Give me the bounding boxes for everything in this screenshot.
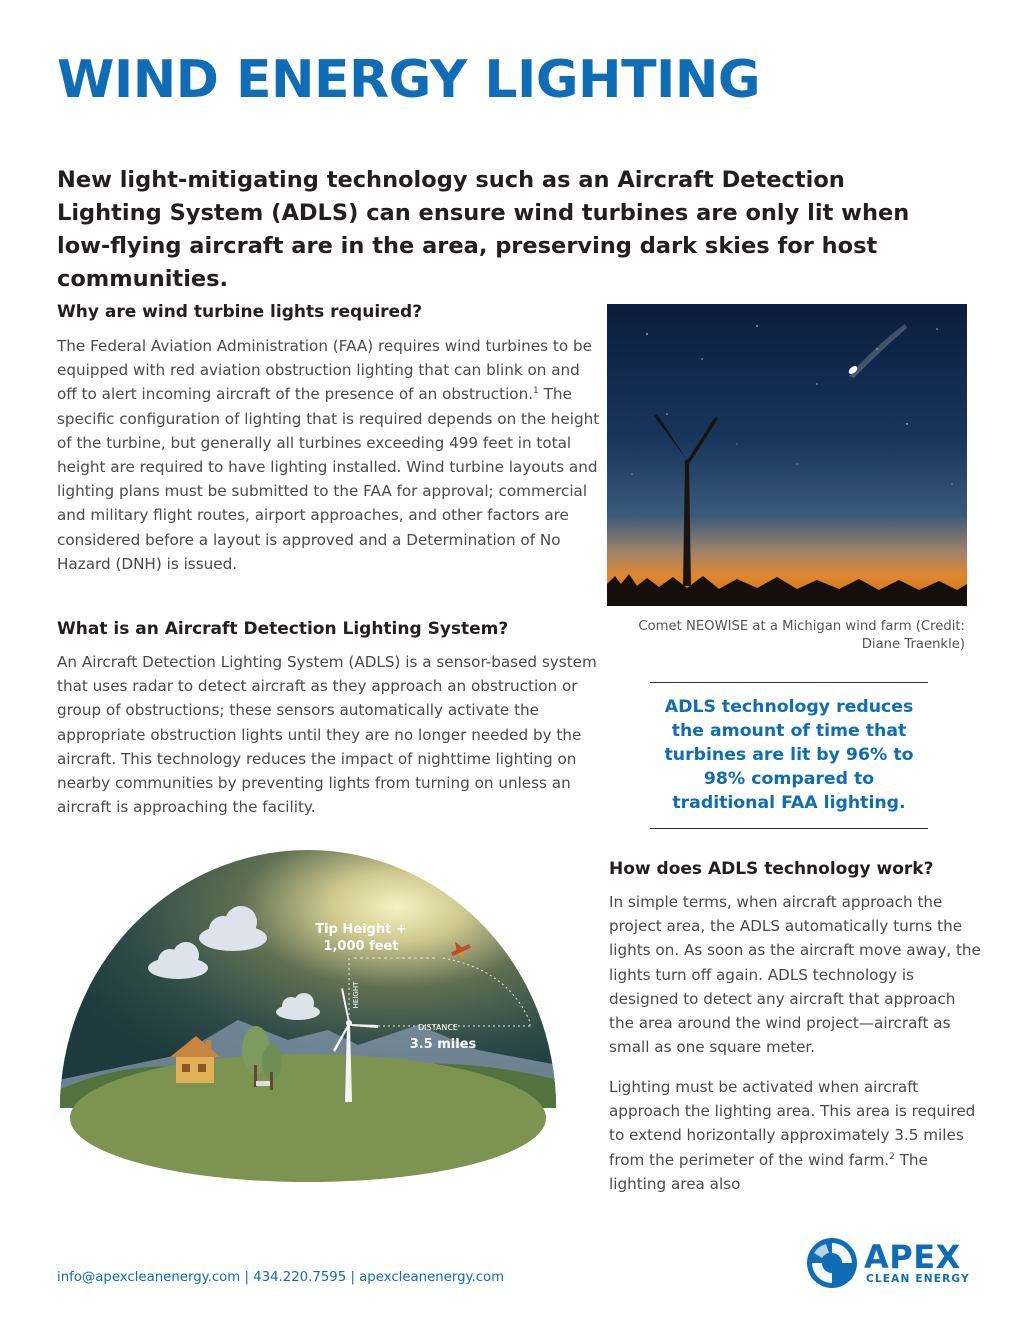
comet-wind-turbine-photo — [607, 304, 967, 606]
paragraph-lighting-area — [609, 1075, 981, 1196]
callout-text: ADLS technology reduces the amount of time that turbines are lit by 96% to 98% compared to traditional FAA lighting. — [664, 697, 914, 813]
paragraph-how-adls-works: In simple terms, when aircraft approach the project area, the ADLS automatically turns the lights on. As soon as the aircraft move away, the lights turn off again. ADLS technology is designed to detect any aircraft that approach the area around the wind project—aircraft as small as one square meter. — [609, 893, 981, 1057]
footnote-marker-1: 1 — [533, 386, 539, 397]
heading-what-is-adls: What is an Aircraft Detection Lighting System? — [57, 619, 509, 639]
paragraph-why-lights-required — [57, 334, 602, 576]
lighting-text-part-1: Lighting must be activated when aircraft approach the lighting area. This area is required to extend horizontally approximately 3.5 miles from the perimeter of the wind farm. — [609, 1078, 976, 1169]
logo-wordmark: APEX — [864, 1238, 961, 1276]
page-title: WIND ENERGY LIGHTING — [57, 50, 761, 110]
footnote-marker-2: 2 — [889, 1151, 895, 1162]
photo-caption: Comet NEOWISE at a Michigan wind farm (Credit: Diane Traenkle) — [638, 619, 965, 652]
heading-why-lights-required: Why are wind turbine lights required? — [57, 302, 423, 322]
distance-label: DISTANCE — [418, 1023, 458, 1032]
footer-contact-info: info@apexcleanenergy.com | 434.220.7595 | apexcleanenergy.com — [57, 1270, 505, 1285]
why-text-part-2: The specific configuration of lighting that is required depends on the height of the turbine, but generally all turbines exceeding 499 feet in total height are required to have lighting installed. Wind turbine layouts and lighting plans must be submitted to the FAA for approval; commercial and military flight routes, airport approaches, and other factors are considered before a layout is approved and a Determination of No Hazard (DNH) is issued. — [57, 385, 600, 573]
night-sky — [607, 304, 967, 606]
paragraph-what-is-adls: An Aircraft Detection Lighting System (ADLS) is a sensor-based system that uses radar to detect aircraft as they approach an obstruction or group of obstructions; these sensors automatically activate the appropriate obstruction lights until they are no longer needed by the aircraft. This technology reduces the impact of nighttime lighting on nearby communities by preventing lights from turning on unless an aircraft is approaching the facility. — [57, 653, 597, 817]
adls-range-illustration — [58, 840, 558, 1185]
logo-tagline: CLEAN ENERGY — [866, 1273, 970, 1285]
intro-paragraph: New light-mitigating technology such as an Aircraft Detection Lighting System (ADLS) can ensure wind turbines are only lit when low-flying aircraft are in the area, preserving dark skies for host communities. — [57, 167, 910, 292]
why-text-part-1: The Federal Aviation Administration (FAA) requires wind turbines to be equipped with red aviation obstruction lighting that can blink on and off to alert incoming aircraft of the presence of an obstruction. — [57, 337, 592, 404]
lighting-text-part-2: The lighting area also — [609, 1150, 928, 1193]
callout-box — [650, 682, 928, 829]
tip-height-label-line2: 1,000 feet — [323, 939, 399, 954]
car-icon — [256, 1081, 270, 1086]
ground-disc — [70, 1054, 546, 1182]
distance-value: 3.5 miles — [409, 1037, 477, 1052]
apex-logo-mark-icon — [806, 1237, 858, 1289]
heading-how-adls-works: How does ADLS technology work? — [609, 859, 934, 879]
height-label: HEIGHT — [352, 981, 360, 1009]
tip-height-label-line1: Tip Height + — [315, 922, 407, 937]
